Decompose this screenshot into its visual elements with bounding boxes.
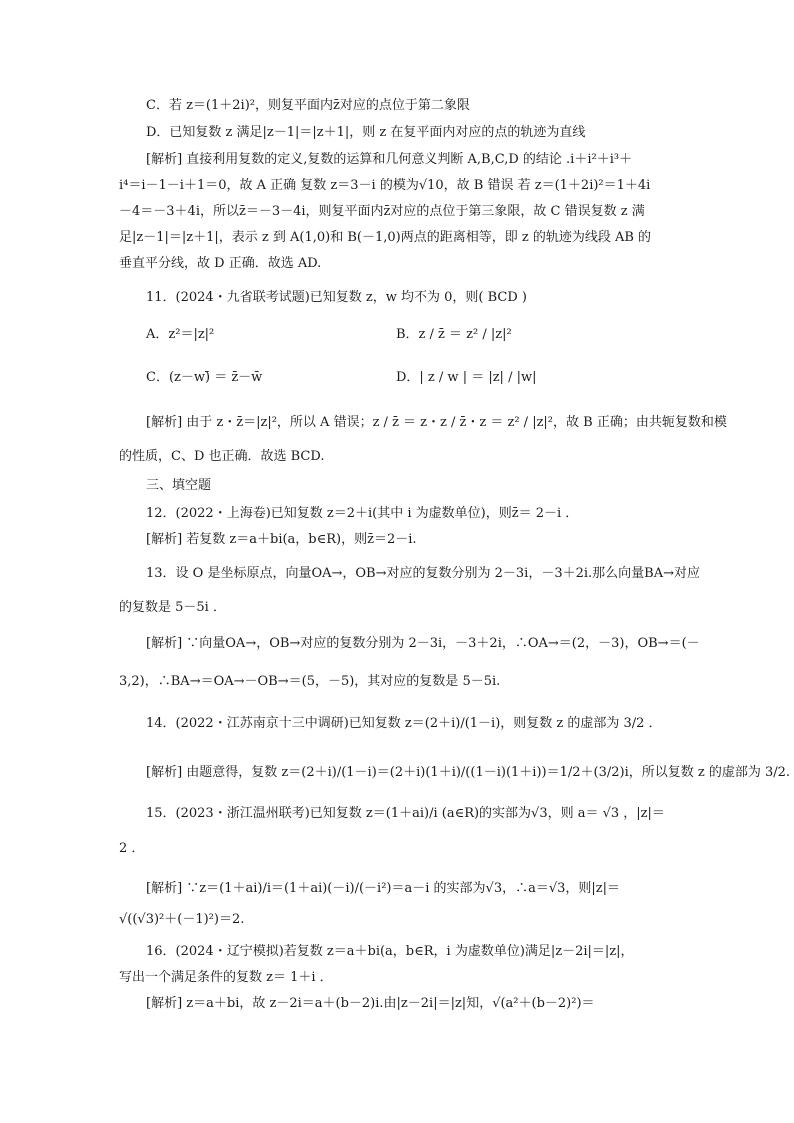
text-line: 足|z－1|＝|z＋1|，表示 z 到 A(1,0)和 B(－1,0)两点的距离相等，即 z 的轨迹为线段 AB 的 bbox=[119, 230, 652, 245]
text-line: [解析] 若复数 z＝a＋bi(a，b∈R)，则z̄＝2－i. bbox=[146, 532, 417, 547]
text-line: 15．(2023・浙江温州联考)已知复数 z＝(1＋ai)/i (a∈R)的实部为√3，则 a＝ √3 ，|z|＝ bbox=[146, 806, 665, 821]
text-line: C．若 z＝(1＋2i)²，则复平面内z̄对应的点位于第二象限 bbox=[146, 98, 470, 113]
text-line: 13．设 O 是坐标原点，向量OA→，OB→对应的复数分别为 2－3i，－3＋2i.那么向量BA→对应 bbox=[146, 566, 701, 581]
text-line: [解析] z＝a＋bi，故 z－2i＝a＋(b－2)i.由|z－2i|＝|z|知，√(a²＋(b－2)²)＝ bbox=[146, 996, 595, 1011]
text-line: 的复数是 5－5i ． bbox=[119, 600, 226, 615]
text-line: √((√3)²＋(－1)²)＝2. bbox=[119, 912, 245, 927]
text-line: B．z / z̄ ＝ z² / |z|² bbox=[396, 327, 512, 342]
text-line: [解析] 直接利用复数的定义,复数的运算和几何意义判断 A,B,C,D 的结论 .i＋i²＋i³＋ bbox=[146, 152, 633, 167]
text-line: [解析] 由题意得，复数 z＝(2＋i)/(1－i)＝(2＋i)(1＋i)/((1－i)(1＋i))＝1/2＋(3/2)i，所以复数 z 的虚部为 3/2. bbox=[146, 765, 791, 780]
text-line: 2 ． bbox=[119, 841, 145, 856]
text-line: 写出一个满足条件的复数 z＝ 1＋i ． bbox=[119, 970, 333, 985]
text-line: D．| z / w | ＝ |z| / |w| bbox=[396, 370, 537, 385]
text-line: 11．(2024・九省联考试题)已知复数 z，w 均不为 0，则( BCD ) bbox=[146, 290, 527, 305]
text-line: 垂直平分线，故 D 正确．故选 AD. bbox=[119, 256, 322, 271]
text-line: i⁴＝i－1－i＋1＝0，故 A 正确 复数 z＝3－i 的模为√10，故 B 错误 若 z＝(1＋2i)²＝1＋4i bbox=[119, 178, 651, 193]
text-line: 16．(2024・辽宁模拟)若复数 z＝a＋bi(a，b∈R，i 为虚数单位)满足|z－2i|＝|z|， bbox=[146, 944, 634, 959]
text-line: －4＝－3＋4i，所以z̄＝－3－4i，则复平面内z̄对应的点位于第三象限，故 C 错误复数 z 满 bbox=[119, 204, 645, 219]
text-line: C．(z－w)̄ ＝ z̄－w̄ bbox=[146, 370, 263, 385]
text-line: 的性质，C、D 也正确．故选 BCD. bbox=[119, 449, 325, 464]
text-line: 12．(2022・上海卷)已知复数 z＝2＋i(其中 i 为虚数单位)，则z̄＝ 2－i ． bbox=[146, 506, 579, 521]
text-line: 14．(2022・江苏南京十三中调研)已知复数 z＝(2＋i)/(1－i)，则复数 z 的虚部为 3/2 ． bbox=[146, 716, 662, 731]
text-line: [解析] ∵z＝(1＋ai)/i＝(1＋ai)(－i)/(－i²)＝a－i 的实部为√3，∴a＝√3，则|z|＝ bbox=[146, 881, 621, 896]
text-line: A．z²＝|z|² bbox=[146, 327, 215, 342]
text-line: 3,2)，∴BA→＝OA→－OB→＝(5，－5)，其对应的复数是 5－5i. bbox=[119, 674, 501, 689]
text-line: D．已知复数 z 满足|z－1|＝|z＋1|，则 z 在复平面内对应的点的轨迹为直线 bbox=[146, 125, 586, 140]
text-line: [解析] ∵向量OA→，OB→对应的复数分别为 2－3i，－3＋2i，∴OA→＝(2，－3)，OB→＝(－ bbox=[146, 636, 700, 651]
text-line: 三、填空题 bbox=[146, 478, 212, 493]
text-line: [解析] 由于 z・z̄＝|z|²，所以 A 错误；z / z̄ ＝ z・z / z̄・z ＝ z² / |z|²，故 B 正确；由共轭复数和模 bbox=[146, 415, 727, 430]
